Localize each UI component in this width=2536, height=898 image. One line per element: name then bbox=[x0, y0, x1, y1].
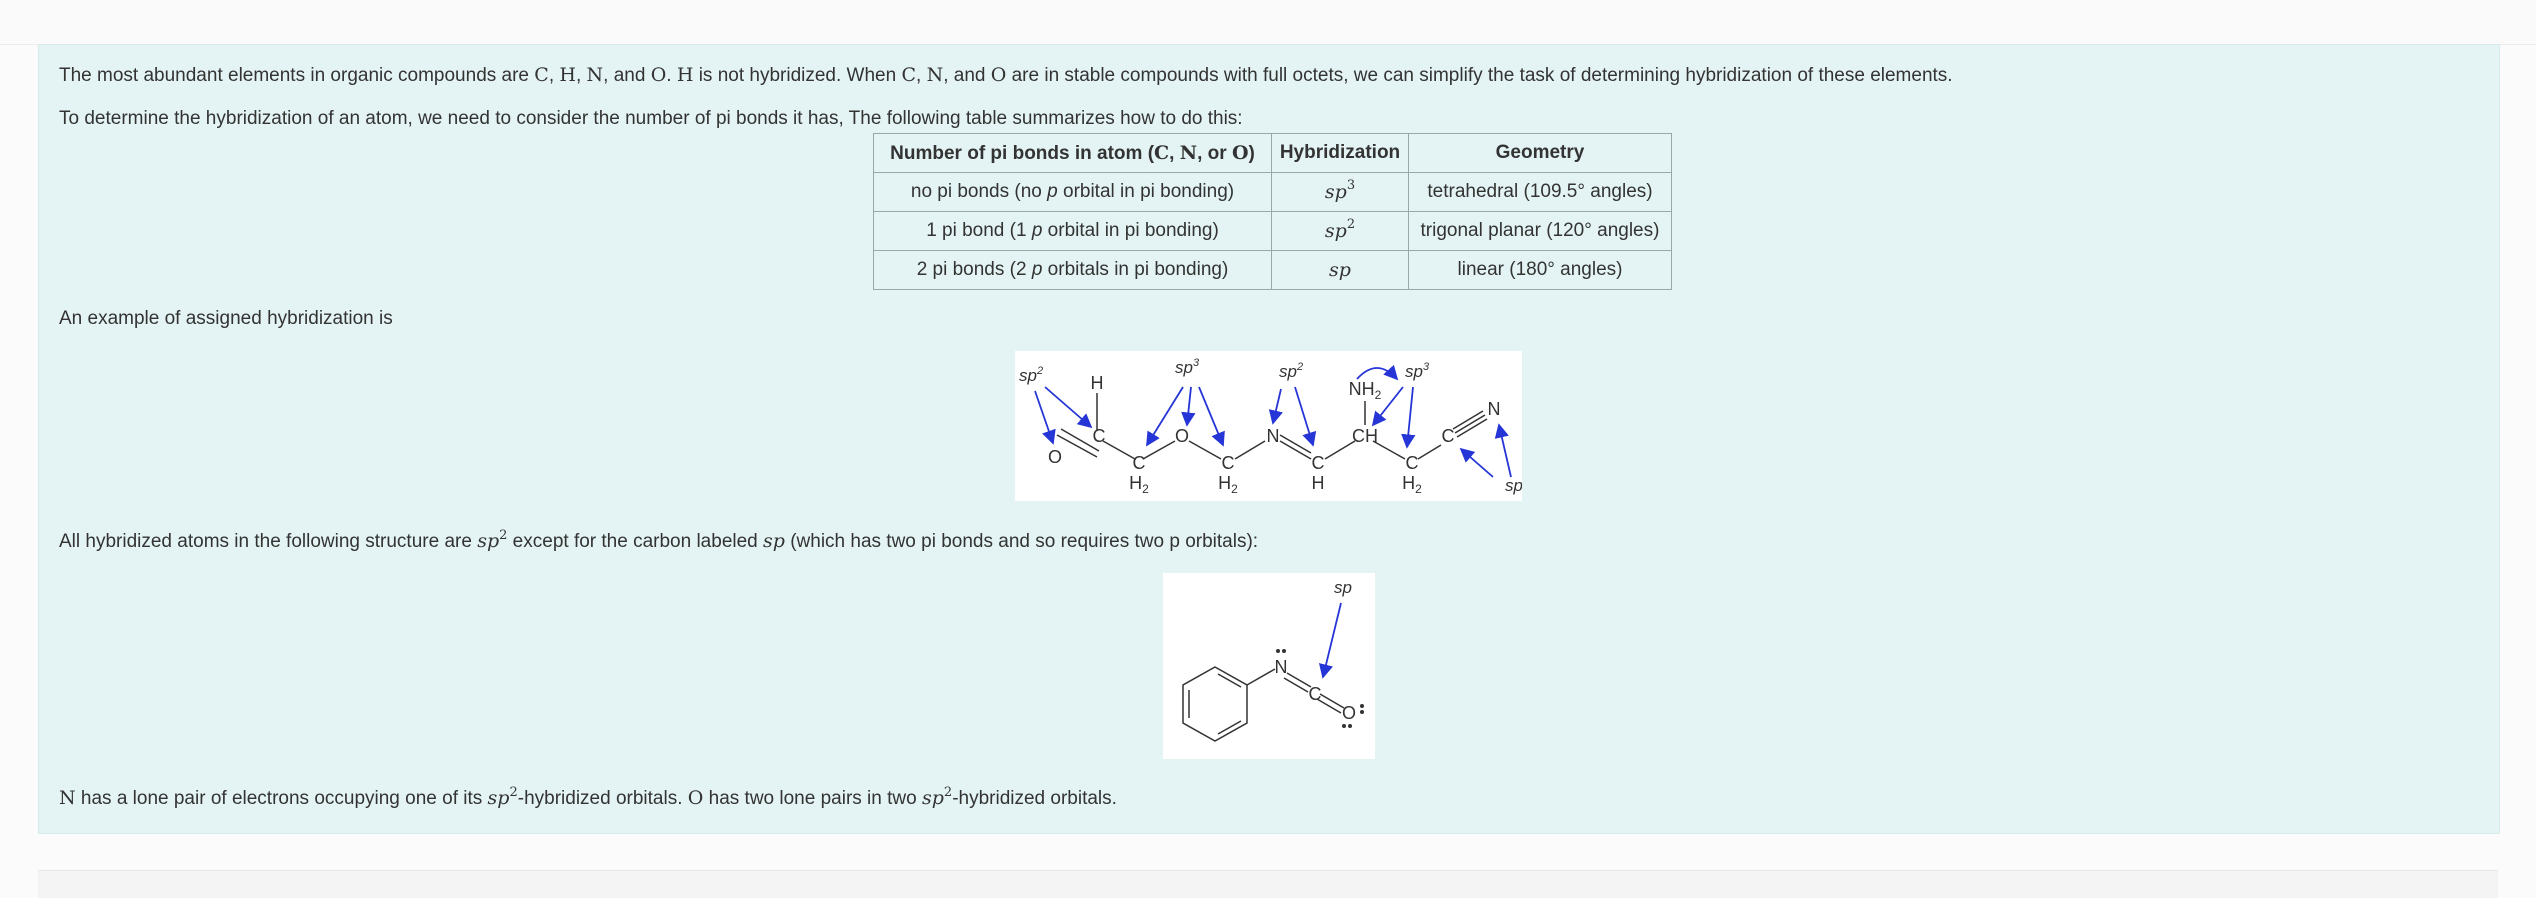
label-sp3-mid: $sp^3$ bbox=[1175, 357, 1200, 377]
label-sp2-left: $sp^2$ bbox=[1019, 365, 1044, 385]
bottom-bar bbox=[38, 870, 2498, 898]
atom-h-bottom: H bbox=[1311, 473, 1325, 493]
atom-n-nitrile: N bbox=[1487, 399, 1501, 419]
closing-paragraph: N has a lone pair of electrons occupying one of its $sp^2$-hybridized orbitals. O has two lone pairs in two $sp^2$-hybridized orbitals. bbox=[59, 784, 1117, 809]
atom-c1: C bbox=[1092, 426, 1106, 446]
table-row bbox=[874, 212, 1672, 251]
cell-geometry: tetrahedral (109.5° angles) bbox=[1409, 173, 1672, 212]
phenyl-isocyanate-diagram bbox=[1163, 573, 1375, 759]
label-sp-bottom: sp bbox=[1505, 476, 1522, 495]
cell-pi-bonds: 2 pi bonds (2 p orbitals in pi bonding) bbox=[874, 251, 1272, 290]
sp-arrow bbox=[1323, 603, 1341, 677]
cell-hybridization: sp bbox=[1272, 251, 1409, 290]
intro-paragraph-2: To determine the hybridization of an atom, we need to consider the number of pi bonds it has, The following table summarizes how to do this: bbox=[59, 108, 1243, 129]
atom-h2-c: $H_2$ bbox=[1402, 473, 1422, 496]
cell-geometry: linear (180° angles) bbox=[1409, 251, 1672, 290]
atom-h-top: H bbox=[1090, 373, 1104, 393]
atom-c2: C bbox=[1132, 453, 1146, 473]
atom-c5: C bbox=[1405, 453, 1419, 473]
example-label: An example of assigned hybridization is bbox=[59, 308, 393, 329]
benzene-ring bbox=[1183, 667, 1247, 741]
structure-paragraph: All hybridized atoms in the following structure are $sp^2$ except for the carbon labeled sp (which has two pi bonds and so requires two p orbitals): bbox=[59, 527, 1259, 552]
header-hybridization: Hybridization bbox=[1272, 134, 1409, 173]
label-sp: sp bbox=[1334, 578, 1352, 597]
cell-hybridization: $sp^3$ bbox=[1272, 173, 1409, 212]
hybridization-table bbox=[873, 133, 1672, 290]
atom-o-carbonyl: O bbox=[1047, 447, 1063, 467]
atom-h2-b: $H_2$ bbox=[1218, 473, 1238, 496]
intro-paragraph-1: The most abundant elements in organic compounds are C, H, N, and O. H is not hybridized. When C, N, and O are in stable compounds with full octets, we can simplify the task of determining hybridization of these elements. bbox=[59, 64, 1953, 86]
example-hybridization-diagram bbox=[1015, 351, 1522, 501]
atom-c3: C bbox=[1221, 453, 1235, 473]
atom-n: N bbox=[1274, 657, 1288, 677]
label-sp2-right: $sp^2$ bbox=[1279, 361, 1304, 381]
cell-pi-bonds: 1 pi bond (1 p orbital in pi bonding) bbox=[874, 212, 1272, 251]
cell-hybridization: $sp^2$ bbox=[1272, 212, 1409, 251]
atom-ch: CH bbox=[1352, 426, 1378, 446]
isocyanate-bonds bbox=[1247, 669, 1344, 713]
header-geometry: Geometry bbox=[1409, 134, 1672, 173]
atom-o: O bbox=[1341, 703, 1357, 723]
atom-o-ether: O bbox=[1174, 426, 1190, 446]
table-row bbox=[874, 173, 1672, 212]
atom-c4: C bbox=[1311, 453, 1325, 473]
top-bar bbox=[0, 0, 2536, 45]
cell-geometry: trigonal planar (120° angles) bbox=[1409, 212, 1672, 251]
isocyanate-atoms bbox=[1275, 657, 1357, 723]
table-header-row bbox=[874, 134, 1672, 173]
atom-n-imine: N bbox=[1266, 426, 1280, 446]
table-row bbox=[874, 251, 1672, 290]
atom-c: C bbox=[1308, 684, 1322, 704]
atom-labels bbox=[1048, 373, 1501, 496]
atom-h2-a: $H_2$ bbox=[1129, 473, 1149, 496]
content-panel bbox=[38, 44, 2500, 834]
label-sp3-right: $sp^3$ bbox=[1405, 361, 1430, 381]
hybridization-arrows bbox=[1035, 368, 1511, 477]
cell-pi-bonds: no pi bonds (no p orbital in pi bonding) bbox=[874, 173, 1272, 212]
header-pi-bonds: Number of pi bonds in atom (C, N, or O) bbox=[874, 134, 1272, 173]
atom-nh2: $NH_2$ bbox=[1348, 379, 1382, 402]
atom-c6: C bbox=[1441, 426, 1455, 446]
